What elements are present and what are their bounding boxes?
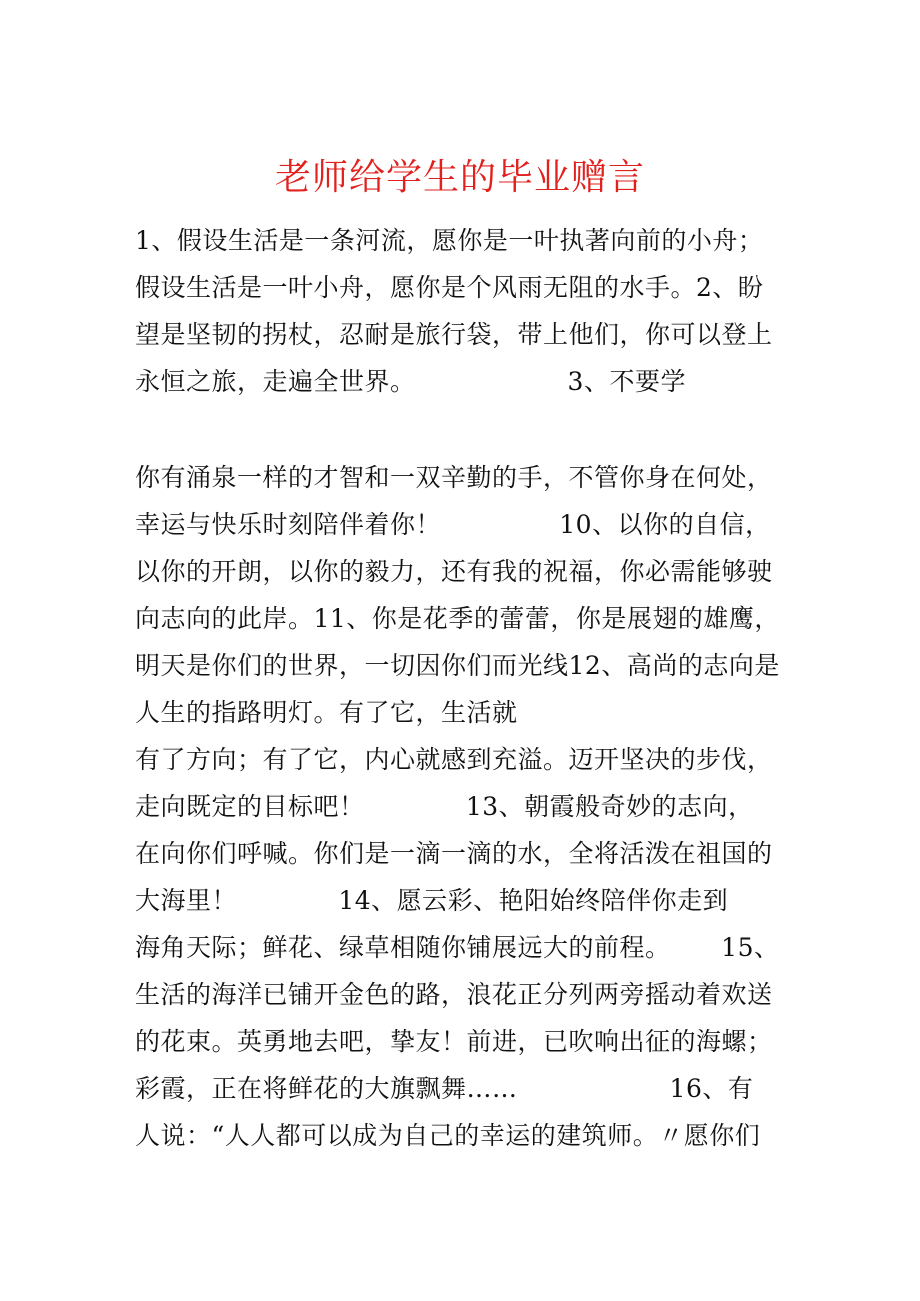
text-line: 望是坚韧的拐杖，忍耐是旅行袋，带上他们，你可以登上 [135, 320, 773, 349]
text-line: 假设生活是一叶小舟，愿你是个风雨无阻的水手。2、盼 [135, 273, 764, 302]
text-line: 生活的海洋已铺开金色的路，浪花正分列两旁摇动着欢送 [135, 980, 773, 1009]
text-line: 明天是你们的世界，一切因你们而光线12、高尚的志向是 [135, 651, 780, 680]
text-line: 人生的指路明灯。有了它，生活就 [135, 698, 518, 727]
text-line: 向志向的此岸。11、你是花季的蕾蕾，你是展翅的雄鹰， [135, 604, 780, 633]
text-line: 在向你们呼喊。你们是一滴一滴的水，全将活泼在祖国的 [135, 839, 773, 868]
text-line: 海角天际；鲜花、绿草相随你铺展远大的前程。 15、 [135, 933, 780, 962]
text-line: 走向既定的目标吧！ 13、朝霞般奇妙的志向， [135, 792, 754, 821]
text-line: 有了方向；有了它，内心就感到充溢。迈开坚决的步伐， [135, 745, 773, 774]
text-line: 彩霞，正在将鲜花的大旗飘舞…… 16、有 [135, 1074, 754, 1103]
text-line: 的花束。英勇地去吧，挚友！前进，已吹响出征的海螺； [135, 1027, 773, 1056]
text-line: 幸运与快乐时刻陪伴着你！ 10、以你的自信， [135, 510, 771, 539]
text-line: 你有涌泉一样的才智和一双辛勤的手，不管你身在何处， [135, 463, 773, 492]
text-line: 以你的开朗，以你的毅力，还有我的祝福，你必需能够驶 [135, 557, 773, 586]
document-title: 老师给学生的毕业赠言 [274, 157, 645, 198]
text-line: 永恒之旅，走遍全世界。 3、不要学 [135, 367, 686, 396]
text-line: 1、假设生活是一条河流，愿你是一叶执著向前的小舟； [135, 226, 764, 255]
text-line: 大海里！ 14、愿云彩、艳阳始终陪伴你走到 [135, 886, 729, 915]
text-line: 人说：“人人都可以成为自己的幸运的建筑师。〃愿你们 [135, 1121, 761, 1150]
